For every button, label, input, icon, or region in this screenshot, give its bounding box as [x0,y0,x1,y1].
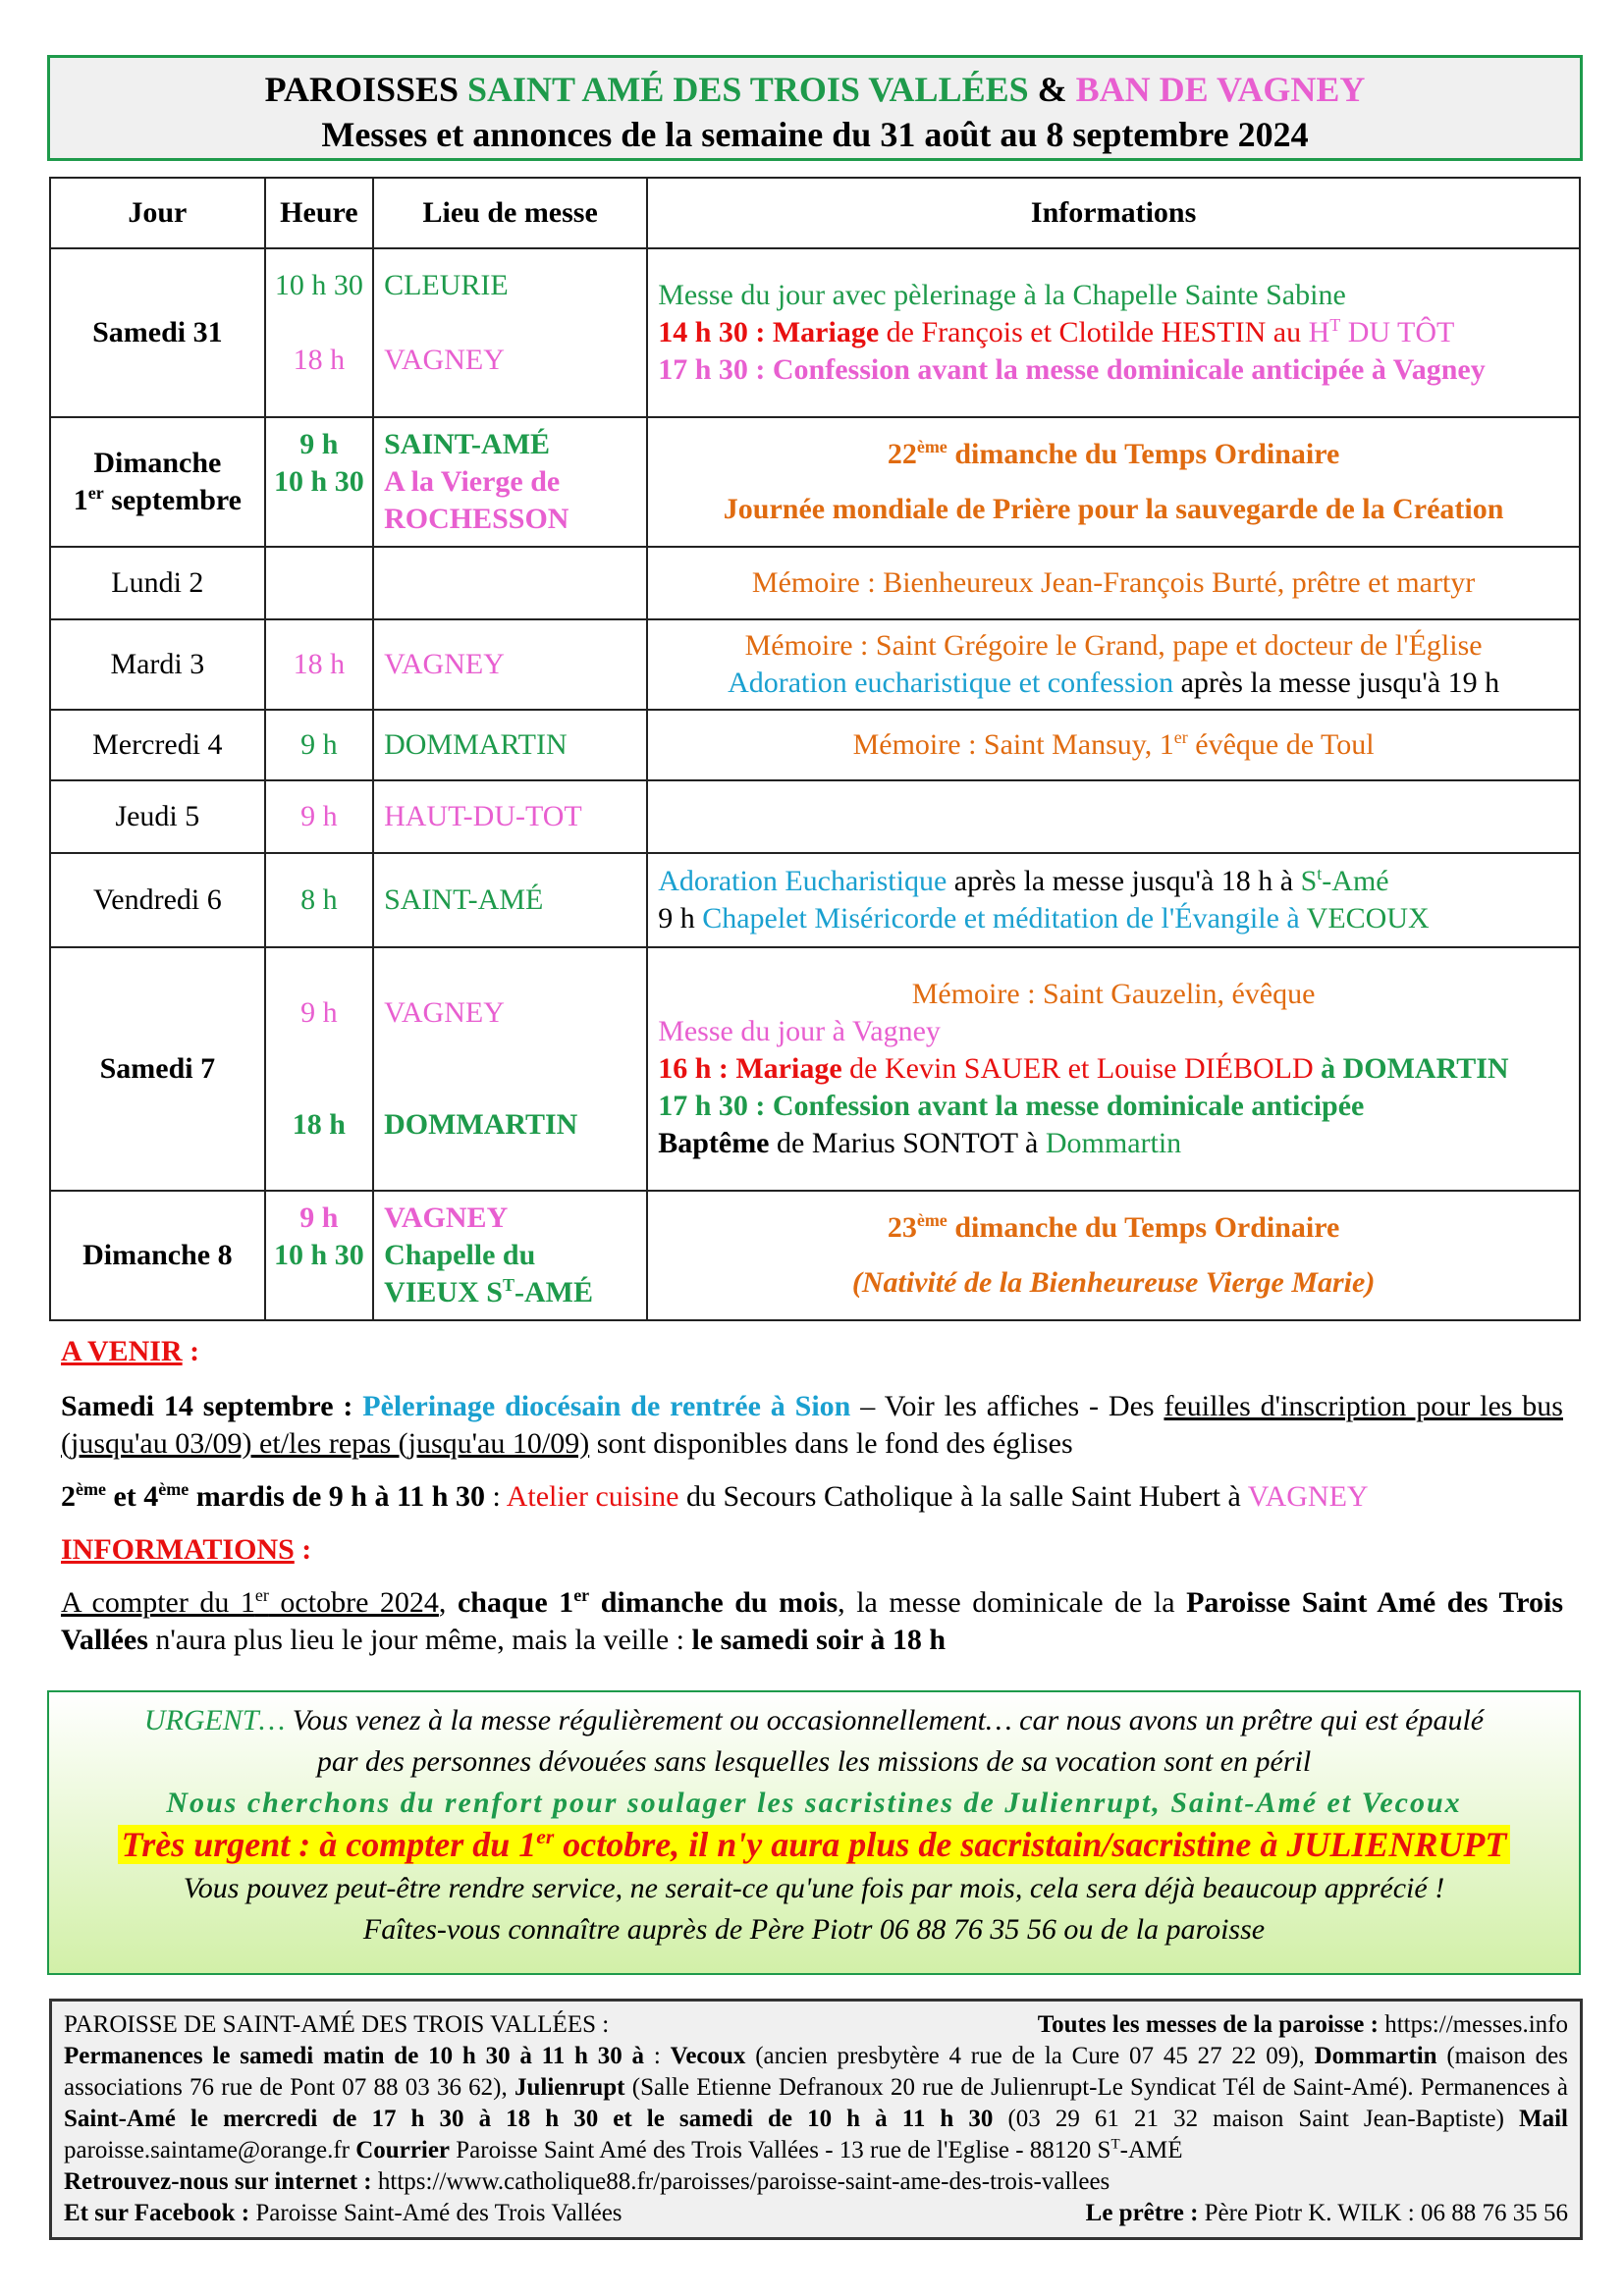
location: DOMMARTIN [373,710,647,780]
col-header-heure: Heure [265,178,373,248]
day-label: Samedi 7 [99,1052,216,1085]
mail-address: paroisse.saintame@orange.fr [64,2137,356,2163]
informations-title: INFORMATIONS : [61,1533,312,1566]
table-header-row [50,178,1580,248]
info-line: Mémoire : Saint Mansuy, 1er évêque de Toul [647,710,1580,780]
info-line: Messe du jour avec pèlerinage à la Chapelle Sainte Sabine [658,279,1346,311]
parishes-title: PAROISSES SAINT AMÉ DES TROIS VALLÉES & BAN DE VAGNEY [264,70,1366,109]
time: 10 h 30 [274,269,363,301]
time: 9 h [299,1201,339,1234]
upcoming-title: A VENIR : [61,1335,200,1367]
upcoming-item: 2ème et 4ème mardis de 9 h à 11 h 30 : Atelier cuisine du Secours Catholique à la salle Saint Hubert à VAGNEY [61,1479,1369,1513]
upcoming-section [61,1333,1563,1516]
table-row [50,1191,1580,1320]
urgent-line: Vous pouvez peut-être rendre service, ne serait-ce qu'une fois par mois, cela sera déjà beaucoup apprécié ! [183,1872,1445,1904]
week-subtitle: Messes et annonces de la semaine du 31 août au 8 septembre 2024 [321,115,1309,154]
location: VAGNEY [384,1201,509,1234]
info-line: 16 h : Mariage de Kevin SAUER et Louise DIÉBOLD à DOMARTIN [658,1052,1509,1085]
info-line: 23ème dimanche du Temps Ordinaire [887,1210,1340,1244]
informations-text: A compter du 1er octobre 2024, chaque 1er dimanche du mois, la messe dominicale de la Paroisse Saint Amé des Trois Vallées n'aura plus lieu le jour même, mais la veille : le samedi soir à 18 h [61,1585,1564,1656]
location: SAINT-AMÉ [384,428,551,460]
urgent-line: par des personnes dévouées sans lesquelles les missions de sa vocation sont en péril [316,1745,1312,1778]
table-row [50,248,1580,417]
day-label: Dimanche 8 [82,1239,233,1271]
day-label: Dimanche 1er septembre [73,447,242,516]
info-line: 17 h 30 : Confession avant la messe dominicale anticipée [658,1090,1365,1122]
info-line: Journée mondiale de Prière pour la sauvegarde de la Création [723,493,1504,525]
location: HAUT-DU-TOT [373,780,647,853]
all-masses-link: Toutes les messes de la paroisse : https://messes.info [1037,2011,1568,2038]
parish-footer [49,1999,1583,2240]
time: 10 h 30 [274,1239,364,1271]
urgent-highlight: Très urgent : à compter du 1er octobre, il n'y aura plus de sacristain/sacristine à JULIENRUPT [49,1824,1579,1868]
footer-facebook: Et sur Facebook : Paroisse Saint-Amé des Trois Vallées [64,2200,623,2226]
page-header [47,55,1583,161]
table-row [50,619,1580,710]
day-label: Samedi 31 [92,316,223,348]
info-line: (Nativité de la Bienheureuse Vierge Marie) [851,1266,1376,1299]
footer-priest: Le prêtre : Père Piotr K. WILK : 06 88 76 35 56 [1085,2200,1568,2226]
footer-website: Retrouvez-nous sur internet : https://www.catholique88.fr/paroisses/paroisse-saint-ame-des-trois-vallees [64,2168,1110,2195]
informations-section [61,1531,1563,1659]
info-line: Mémoire : Saint Grégoire le Grand, pape et docteur de l'Église [744,629,1483,662]
day-label: Jeudi 5 [50,780,265,853]
table-row [50,853,1580,947]
table-row [50,947,1580,1191]
day-label: Vendredi 6 [50,853,265,947]
col-header-informations: Informations [647,178,1580,248]
time: 9 h [299,428,339,460]
table-row [50,547,1580,619]
info-line: Adoration Eucharistique après la messe jusqu'à 18 h à $S^t$-Amé [658,864,1389,897]
time: 18 h [292,1108,346,1141]
time: 9 h [265,780,373,853]
day-label: Mercredi 4 [50,710,265,780]
location: DOMMARTIN [384,1108,578,1141]
location: VAGNEY [384,996,505,1029]
col-header-lieu: Lieu de messe [373,178,647,248]
info-line: 9 h Chapelet Miséricorde et méditation de l'Évangile à VECOUX [658,902,1430,934]
urgent-line: Faîtes-vous connaître auprès de Père Piotr 06 88 76 35 56 ou de la paroisse [362,1913,1266,1946]
info-line: 22ème dimanche du Temps Ordinaire [887,437,1340,470]
urgent-notice [47,1690,1581,1975]
info-line: 14 h 30 : Mariage de François et Clotilde HESTIN au $H^T$ DU TÔT [658,315,1455,348]
location: CLEURIE [384,269,509,301]
info-line: Adoration eucharistique et confession après la messe jusqu'à 19 h [728,667,1500,699]
time: 9 h [265,710,373,780]
time: 9 h [300,996,338,1029]
location: VAGNEY [384,344,505,376]
table-row [50,780,1580,853]
urgent-line: Nous cherchons du renfort pour soulager les sacristines de Julienrupt, Saint-Amé et Vecoux [166,1787,1462,1819]
info-line: Messe du jour à Vagney [658,1015,941,1047]
info-line: Baptême de Marius SONTOT à Dommartin [658,1127,1182,1159]
location: Chapelle du VIEUX $S^T$-AMÉ [384,1239,593,1308]
day-label: Mardi 3 [50,619,265,710]
footer-permanences: Permanences le samedi matin de 10 h 30 à 11 h 30 à : Vecoux (ancien presbytère 4 rue de la Cure 07 45 27 22 09), Dommartin (maison des associations 76 rue de Pont 07 88 03 36 62), Julienrupt (Salle Etienne Defranoux 20 rue de Julienrupt-Le Syndicat Tél de Saint-Amé). Permanences à Saint-Amé le mercredi de 17 h 30 à 18 h 30 et le samedi de 10 h à 11 h 30 (03 29 61 21 32 maison Saint Jean-Baptiste) Mail paroisse.saintame@orange.fr Courrier Paroisse Saint Amé des Trois Vallées - 13 rue de l'Eglise - 88120 $S^T$-AMÉ [64,2043,1568,2163]
time: 18 h [265,619,373,710]
time: 8 h [265,853,373,947]
location: VAGNEY [373,619,647,710]
day-label: Lundi 2 [50,547,265,619]
footer-title: PAROISSE DE SAINT-AMÉ DES TROIS VALLÉES : [64,2011,610,2038]
info-line: 17 h 30 : Confession avant la messe dominicale anticipée à Vagney [658,353,1486,386]
info-line: Mémoire : Saint Gauzelin, évêque [911,978,1316,1010]
time: 10 h 30 [274,465,364,498]
location: A la Vierge de ROCHESSON [384,465,569,535]
table-row [50,710,1580,780]
info-line: Mémoire : Bienheureux Jean-François Burté, prêtre et martyr [647,547,1580,619]
upcoming-item: Samedi 14 septembre : Pèlerinage diocésain de rentrée à Sion – Voir les affiches - Des feuilles d'inscription pour les bus (jusqu'au 03/09) et/les repas (jusqu'au 10/09) sont disponibles dans le fond des églises [61,1390,1563,1460]
table-row [50,417,1580,547]
location: SAINT-AMÉ [373,853,647,947]
time: 18 h [293,344,346,376]
urgent-line: URGENT… Vous venez à la messe régulièrement ou occasionnellement… car nous avons un prêtre qui est épaulé [143,1704,1485,1736]
col-header-jour: Jour [50,178,265,248]
mass-schedule-table [49,177,1581,1321]
